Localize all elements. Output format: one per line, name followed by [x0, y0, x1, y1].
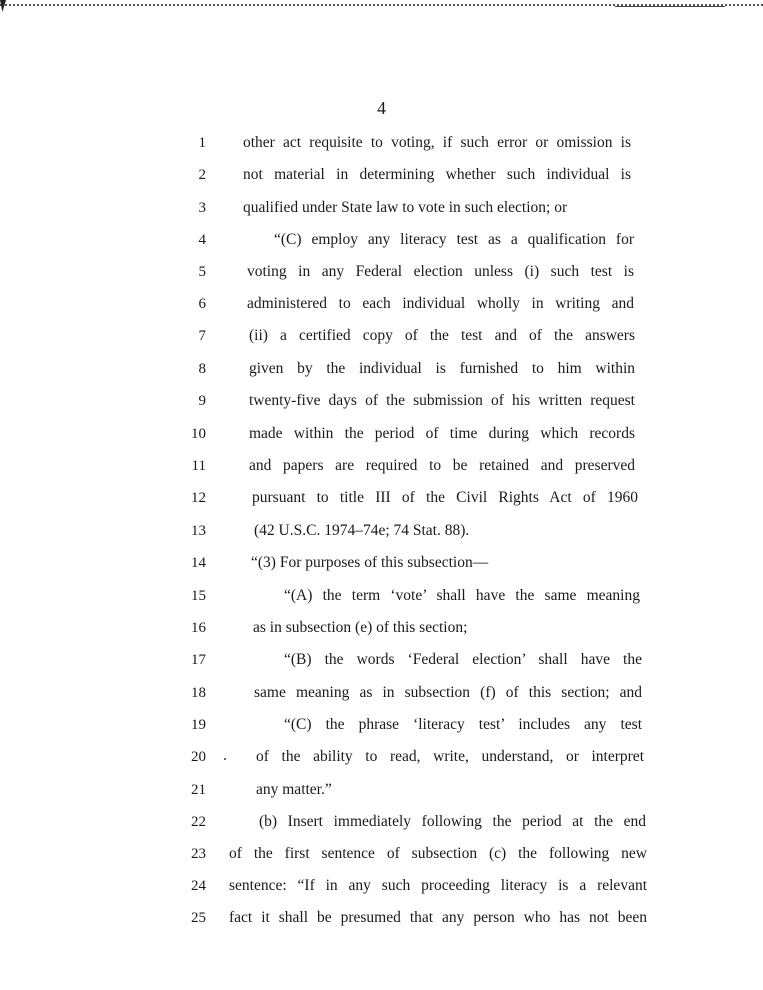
page-number: 4	[377, 98, 386, 118]
line-text: “(B) the words ‘Federal election’ shall have the	[284, 651, 642, 668]
line-text: pursuant to title III of the Civil Rights Act of 1960	[252, 489, 638, 506]
document-line	[0, 290, 763, 318]
line-number: 2	[198, 167, 206, 183]
document-line	[0, 420, 763, 448]
line-text: (42 U.S.C. 1974–74e; 74 Stat. 88).	[254, 522, 470, 539]
line-text: same meaning as in subsection (f) of this section; and	[254, 684, 642, 701]
document-line	[0, 322, 763, 350]
document-line	[0, 743, 763, 771]
document-line	[0, 904, 763, 932]
line-number: 10	[191, 426, 206, 442]
document-line	[0, 355, 763, 383]
line-number: 22	[191, 814, 206, 830]
document-line	[0, 484, 763, 512]
line-number: 8	[198, 361, 206, 377]
document-line	[0, 161, 763, 189]
top-scan-rule	[615, 6, 725, 7]
line-text: given by the individual is furnished to him within	[249, 360, 635, 377]
document-line	[0, 679, 763, 707]
document-line	[0, 517, 763, 545]
line-number: 7	[198, 328, 206, 344]
document-line	[0, 840, 763, 868]
line-number: 15	[191, 588, 206, 604]
line-text: fact it shall be presumed that any person who has not been	[229, 909, 647, 926]
document-line	[0, 646, 763, 674]
line-text: as in subsection (e) of this section;	[253, 619, 468, 636]
line-number: 25	[191, 910, 206, 926]
document-line	[0, 614, 763, 642]
line-text: made within the period of time during which records	[249, 425, 635, 442]
document-line	[0, 129, 763, 157]
line-number: 3	[198, 200, 206, 216]
line-text: twenty-five days of the submission of his written request	[249, 392, 635, 409]
line-number: 24	[191, 878, 206, 894]
line-text: (b) Insert immediately following the period at the end	[259, 813, 646, 830]
line-number: 17	[191, 652, 206, 668]
line-text: (ii) a certified copy of the test and of the answers	[249, 327, 635, 344]
document-line	[0, 808, 763, 836]
line-number: 13	[191, 523, 206, 539]
document-line	[0, 387, 763, 415]
document-line	[0, 194, 763, 222]
line-text: qualified under State law to vote in such election; or	[243, 199, 568, 216]
line-text: administered to each individual wholly in writing and	[247, 295, 634, 312]
document-line	[0, 226, 763, 254]
scan-speck	[224, 758, 226, 760]
line-text: “(A) the term ‘vote’ shall have the same meaning	[284, 587, 640, 604]
line-number: 9	[198, 393, 206, 409]
line-number: 12	[191, 490, 206, 506]
line-number: 6	[198, 296, 206, 312]
line-text: “(C) employ any literacy test as a qualification for	[274, 231, 634, 248]
line-text: voting in any Federal election unless (i) such test is	[247, 263, 634, 280]
document-line	[0, 452, 763, 480]
line-text: not material in determining whether such individual is	[243, 166, 631, 183]
line-text: of the first sentence of subsection (c) the following new	[229, 845, 647, 862]
line-text: sentence: “If in any such proceeding literacy is a relevant	[229, 877, 647, 894]
line-number: 20	[191, 749, 206, 765]
line-number: 11	[191, 458, 206, 474]
line-number: 21	[191, 782, 206, 798]
document-line	[0, 549, 763, 577]
line-number: 5	[198, 264, 206, 280]
line-number: 19	[191, 717, 206, 733]
line-number: 4	[198, 232, 206, 248]
line-text: of the ability to read, write, understand, or interpret	[256, 748, 644, 765]
line-number: 1	[198, 135, 206, 151]
line-number: 23	[191, 846, 206, 862]
line-text: “(3) For purposes of this subsection—	[251, 554, 489, 571]
line-number: 18	[191, 685, 206, 701]
document-line	[0, 258, 763, 286]
line-text: and papers are required to be retained and preserved	[249, 457, 635, 474]
document-line	[0, 711, 763, 739]
line-text: other act requisite to voting, if such error or omission is	[243, 134, 631, 151]
line-text: any matter.”	[256, 781, 332, 798]
line-number: 14	[191, 555, 206, 571]
line-number: 16	[191, 620, 206, 636]
document-line	[0, 582, 763, 610]
document-line	[0, 776, 763, 804]
document-line	[0, 872, 763, 900]
line-text: “(C) the phrase ‘literacy test’ includes any test	[284, 716, 642, 733]
